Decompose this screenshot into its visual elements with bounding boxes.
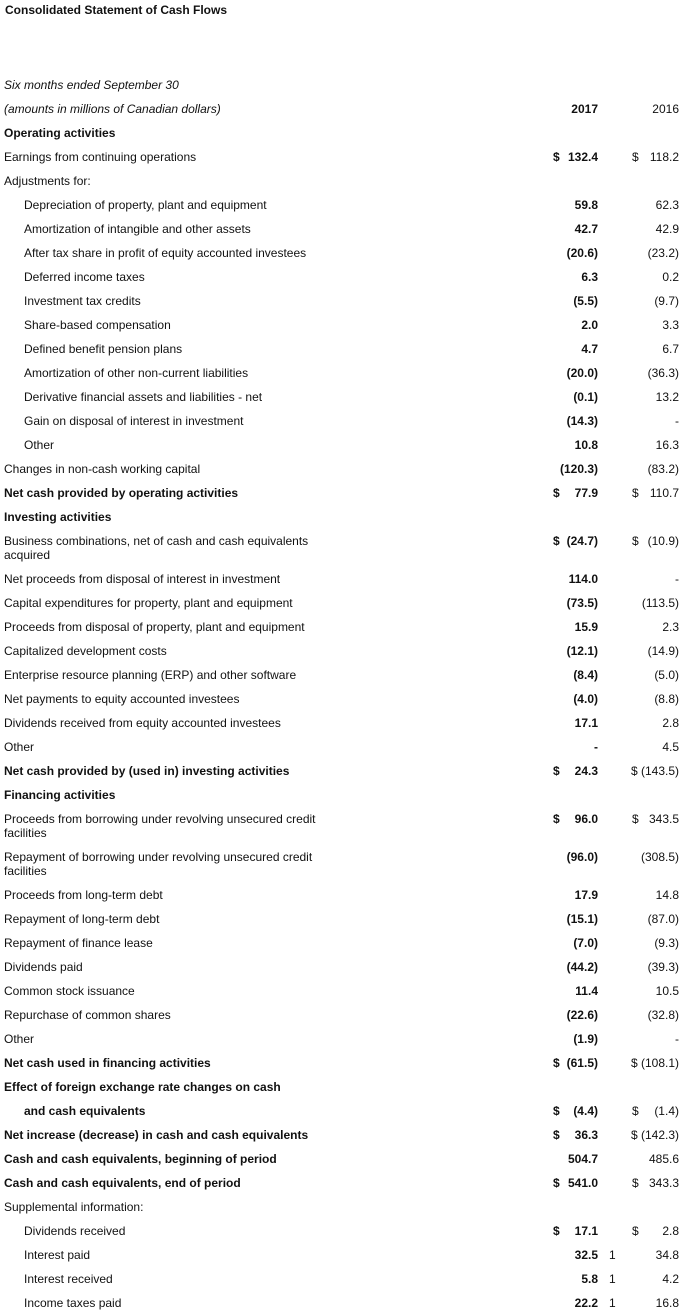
value-2016: 2016 <box>652 102 679 116</box>
table-row <box>0 1075 690 1099</box>
row-label: Cash and cash equivalents, end of period <box>4 1176 241 1190</box>
row-label: Investing activities <box>4 510 112 524</box>
value-2017: (20.0) <box>566 366 598 380</box>
currency-symbol-2016: $ <box>632 534 639 548</box>
value-2016: 13.2 <box>655 390 679 404</box>
currency-symbol-2017: $ <box>553 486 560 500</box>
table-row <box>0 481 690 505</box>
row-label: Net cash used in financing activities <box>4 1056 211 1070</box>
row-label: Deferred income taxes <box>24 270 145 284</box>
row-label: Common stock issuance <box>4 984 135 998</box>
value-2017: - <box>594 740 598 754</box>
currency-symbol-2017: $ <box>553 150 560 164</box>
currency-symbol-2017: $ <box>553 764 560 778</box>
value-2017: (12.1) <box>566 644 598 658</box>
table-row <box>0 687 690 711</box>
table-row <box>0 807 690 845</box>
table-row <box>0 409 690 433</box>
value-2016: (5.0) <box>654 668 679 682</box>
row-label: Dividends received from equity accounted investees <box>4 716 281 730</box>
table-row <box>0 639 690 663</box>
table-row <box>0 759 690 783</box>
row-label: Operating activities <box>4 126 116 140</box>
row-label: Derivative financial assets and liabilities - net <box>24 390 263 404</box>
row-label: Net cash provided by operating activities <box>4 486 239 500</box>
table-row <box>0 217 690 241</box>
table-row <box>0 1051 690 1075</box>
value-2016: (113.5) <box>641 596 679 610</box>
row-label: Other <box>24 438 55 452</box>
value-2016: 2.3 <box>662 620 679 634</box>
table-row <box>0 1147 690 1171</box>
value-2017: (4.0) <box>573 692 598 706</box>
value-2017: 32.5 <box>574 1248 598 1262</box>
value-2016: 14.8 <box>655 888 679 902</box>
currency-symbol-2017: $ <box>553 1128 560 1142</box>
table-row <box>0 1219 690 1243</box>
table-row <box>0 145 690 169</box>
value-2017: 24.3 <box>574 764 598 778</box>
value-2016: (36.3) <box>647 366 679 380</box>
value-2016: $ (108.1) <box>630 1056 679 1070</box>
table-row <box>0 931 690 955</box>
table-row <box>0 313 690 337</box>
value-2016: - <box>675 572 679 586</box>
value-2016: (23.2) <box>647 246 679 260</box>
value-2017: (120.3) <box>559 462 598 476</box>
table-row <box>0 615 690 639</box>
table-row <box>0 529 690 567</box>
row-label: Financing activities <box>4 788 116 802</box>
value-2017: (20.6) <box>566 246 598 260</box>
value-2017: 4.7 <box>581 342 598 356</box>
row-label: Net cash provided by (used in) investing activities <box>4 764 290 778</box>
currency-symbol-2017: $ <box>553 1224 560 1238</box>
value-2017: (8.4) <box>573 668 598 682</box>
table-row <box>0 289 690 313</box>
table-row <box>0 361 690 385</box>
currency-symbol-2016: $ <box>632 1104 639 1118</box>
value-2016: 62.3 <box>655 198 679 212</box>
value-2016: (10.9) <box>647 534 679 548</box>
value-2017: (5.5) <box>573 294 598 308</box>
value-2016: 2.8 <box>662 716 679 730</box>
value-2017: 114.0 <box>568 572 598 586</box>
value-2016: 4.5 <box>662 740 679 754</box>
table-row <box>0 193 690 217</box>
row-label: Repayment of finance lease <box>4 936 153 950</box>
table-row <box>0 783 690 807</box>
row-label: Dividends paid <box>4 960 83 974</box>
row-label: Depreciation of property, plant and equipment <box>24 198 267 212</box>
value-2017: (96.0) <box>566 850 598 864</box>
value-2016: 16.8 <box>655 1296 679 1310</box>
table-row <box>0 1243 690 1267</box>
row-label: Other <box>4 1032 35 1046</box>
value-2016: $ (143.5) <box>630 764 679 778</box>
row-label: Capitalized development costs <box>4 644 167 658</box>
value-2016: - <box>675 1032 679 1046</box>
row-label: Six months ended September 30 <box>4 78 179 92</box>
value-2016: 4.2 <box>662 1272 679 1286</box>
table-row <box>0 97 690 121</box>
currency-symbol-2016: $ <box>632 486 639 500</box>
row-label: Repurchase of common shares <box>4 1008 171 1022</box>
row-label: Business combinations, net of cash and cash equivalents acquired <box>4 534 309 562</box>
row-label: Proceeds from borrowing under revolving unsecured credit facilities <box>4 812 316 840</box>
value-2017: 541.0 <box>567 1176 598 1190</box>
row-label: Proceeds from long-term debt <box>4 888 163 902</box>
row-label: Earnings from continuing operations <box>4 150 197 164</box>
value-2017: 17.1 <box>574 716 598 730</box>
currency-symbol-2016: $ <box>632 150 639 164</box>
value-2016: $ (142.3) <box>630 1128 679 1142</box>
value-2016: (14.9) <box>647 644 679 658</box>
row-label: Changes in non-cash working capital <box>4 462 201 476</box>
value-2017: 132.4 <box>567 150 598 164</box>
table-row <box>0 1003 690 1027</box>
value-2016: 10.5 <box>655 984 679 998</box>
value-2017: 42.7 <box>574 222 598 236</box>
footnote-marker: 1 <box>609 1248 616 1262</box>
table-row <box>0 385 690 409</box>
table-row <box>0 1267 690 1291</box>
row-label: Cash and cash equivalents, beginning of period <box>4 1152 277 1166</box>
value-2016: 2.8 <box>662 1224 679 1238</box>
row-label: After tax share in profit of equity accounted investees <box>24 246 307 260</box>
value-2016: 42.9 <box>655 222 679 236</box>
table-row <box>0 241 690 265</box>
footnote-marker: 1 <box>609 1272 616 1286</box>
currency-symbol-2017: $ <box>553 1176 560 1190</box>
value-2016: (83.2) <box>647 462 679 476</box>
value-2016: - <box>675 414 679 428</box>
row-label: Share-based compensation <box>24 318 171 332</box>
table-row <box>0 907 690 931</box>
table-row <box>0 591 690 615</box>
row-label: Adjustments for: <box>4 174 91 188</box>
footnote-marker: 1 <box>609 1296 616 1310</box>
table-row <box>0 121 690 145</box>
currency-symbol-2016: $ <box>632 1176 639 1190</box>
row-label: Interest paid <box>24 1248 91 1262</box>
value-2016: 343.5 <box>648 812 679 826</box>
currency-symbol-2016: $ <box>632 1224 639 1238</box>
table-row <box>0 1291 690 1315</box>
value-2016: 485.6 <box>648 1152 679 1166</box>
value-2017: 36.3 <box>574 1128 598 1142</box>
value-2017: (14.3) <box>566 414 598 428</box>
table-row <box>0 711 690 735</box>
value-2016: 34.8 <box>655 1248 679 1262</box>
value-2017: 17.9 <box>574 888 598 902</box>
currency-symbol-2017: $ <box>553 1056 560 1070</box>
table-row <box>0 1027 690 1051</box>
value-2017: 5.8 <box>581 1272 598 1286</box>
row-label: (amounts in millions of Canadian dollars) <box>4 102 221 116</box>
value-2016: (39.3) <box>647 960 679 974</box>
value-2017: 11.4 <box>575 984 598 998</box>
currency-symbol-2017: $ <box>553 534 560 548</box>
table-row <box>0 955 690 979</box>
row-label: Capital expenditures for property, plant and equipment <box>4 596 293 610</box>
value-2017: (15.1) <box>566 912 598 926</box>
table-row <box>0 735 690 759</box>
table-row <box>0 883 690 907</box>
value-2016: 3.3 <box>662 318 679 332</box>
table-row <box>0 1171 690 1195</box>
table-row <box>0 663 690 687</box>
statement-title: Consolidated Statement of Cash Flows <box>5 3 228 17</box>
row-label: Other <box>4 740 35 754</box>
row-label: Gain on disposal of interest in investment <box>24 414 244 428</box>
row-label: Amortization of intangible and other assets <box>24 222 251 236</box>
table-row <box>0 1195 690 1219</box>
value-2017: (1.9) <box>573 1032 598 1046</box>
value-2016: 16.3 <box>655 438 679 452</box>
row-label: Enterprise resource planning (ERP) and other software <box>4 668 297 682</box>
row-label: Repayment of borrowing under revolving unsecured credit facilities <box>4 850 313 878</box>
value-2017: 17.1 <box>574 1224 598 1238</box>
table-row <box>0 1123 690 1147</box>
value-2017: 59.8 <box>574 198 598 212</box>
value-2016: 0.2 <box>662 270 679 284</box>
value-2016: (308.5) <box>640 850 679 864</box>
currency-symbol-2017: $ <box>553 1104 560 1118</box>
row-label: Net payments to equity accounted investees <box>4 692 240 706</box>
row-label: Income taxes paid <box>24 1296 122 1310</box>
table-row <box>0 505 690 529</box>
value-2017: (7.0) <box>573 936 598 950</box>
currency-symbol-2016: $ <box>632 812 639 826</box>
value-2017: (61.5) <box>566 1056 598 1070</box>
value-2017: 22.2 <box>574 1296 598 1310</box>
value-2017: 2.0 <box>581 318 598 332</box>
value-2017: 77.9 <box>574 486 598 500</box>
value-2016: (1.4) <box>654 1104 679 1118</box>
table-row <box>0 567 690 591</box>
table-row <box>0 73 690 97</box>
row-label: Net increase (decrease) in cash and cash equivalents <box>4 1128 309 1142</box>
currency-symbol-2017: $ <box>553 812 560 826</box>
row-label: Interest received <box>24 1272 113 1286</box>
row-label: Investment tax credits <box>24 294 141 308</box>
value-2016: 6.7 <box>662 342 679 356</box>
table-row <box>0 337 690 361</box>
value-2017: (4.4) <box>573 1104 598 1118</box>
row-label: Repayment of long-term debt <box>4 912 160 926</box>
value-2016: 118.2 <box>649 150 679 164</box>
row-label: Net proceeds from disposal of interest in investment <box>4 572 281 586</box>
value-2016: 343.3 <box>648 1176 679 1190</box>
row-label: Dividends received <box>24 1224 126 1238</box>
value-2016: (8.8) <box>654 692 679 706</box>
value-2017: (73.5) <box>566 596 598 610</box>
value-2016: (9.3) <box>654 936 679 950</box>
row-label: Proceeds from disposal of property, plant and equipment <box>4 620 305 634</box>
table-row <box>0 433 690 457</box>
value-2017: (0.1) <box>573 390 598 404</box>
value-2016: (9.7) <box>654 294 679 308</box>
value-2017: 2017 <box>571 102 598 116</box>
value-2017: (22.6) <box>566 1008 598 1022</box>
row-label: Defined benefit pension plans <box>24 342 183 356</box>
value-2016: (87.0) <box>647 912 679 926</box>
value-2017: 96.0 <box>574 812 598 826</box>
value-2017: 15.9 <box>574 620 598 634</box>
value-2017: (24.7) <box>566 534 598 548</box>
value-2017: 6.3 <box>581 270 598 284</box>
value-2016: (32.8) <box>647 1008 679 1022</box>
table-row <box>0 845 690 883</box>
value-2017: 504.7 <box>567 1152 598 1166</box>
value-2017: (44.2) <box>566 960 598 974</box>
value-2017: 10.8 <box>574 438 598 452</box>
table-row <box>0 1099 690 1123</box>
row-label: Amortization of other non-current liabilities <box>24 366 249 380</box>
row-label: Supplemental information: <box>4 1200 144 1214</box>
table-row <box>0 169 690 193</box>
value-2016: 110.7 <box>649 486 679 500</box>
row-label: Effect of foreign exchange rate changes on cash <box>4 1080 281 1094</box>
table-row <box>0 265 690 289</box>
row-label: and cash equivalents <box>24 1104 146 1118</box>
table-row <box>0 457 690 481</box>
table-row <box>0 979 690 1003</box>
